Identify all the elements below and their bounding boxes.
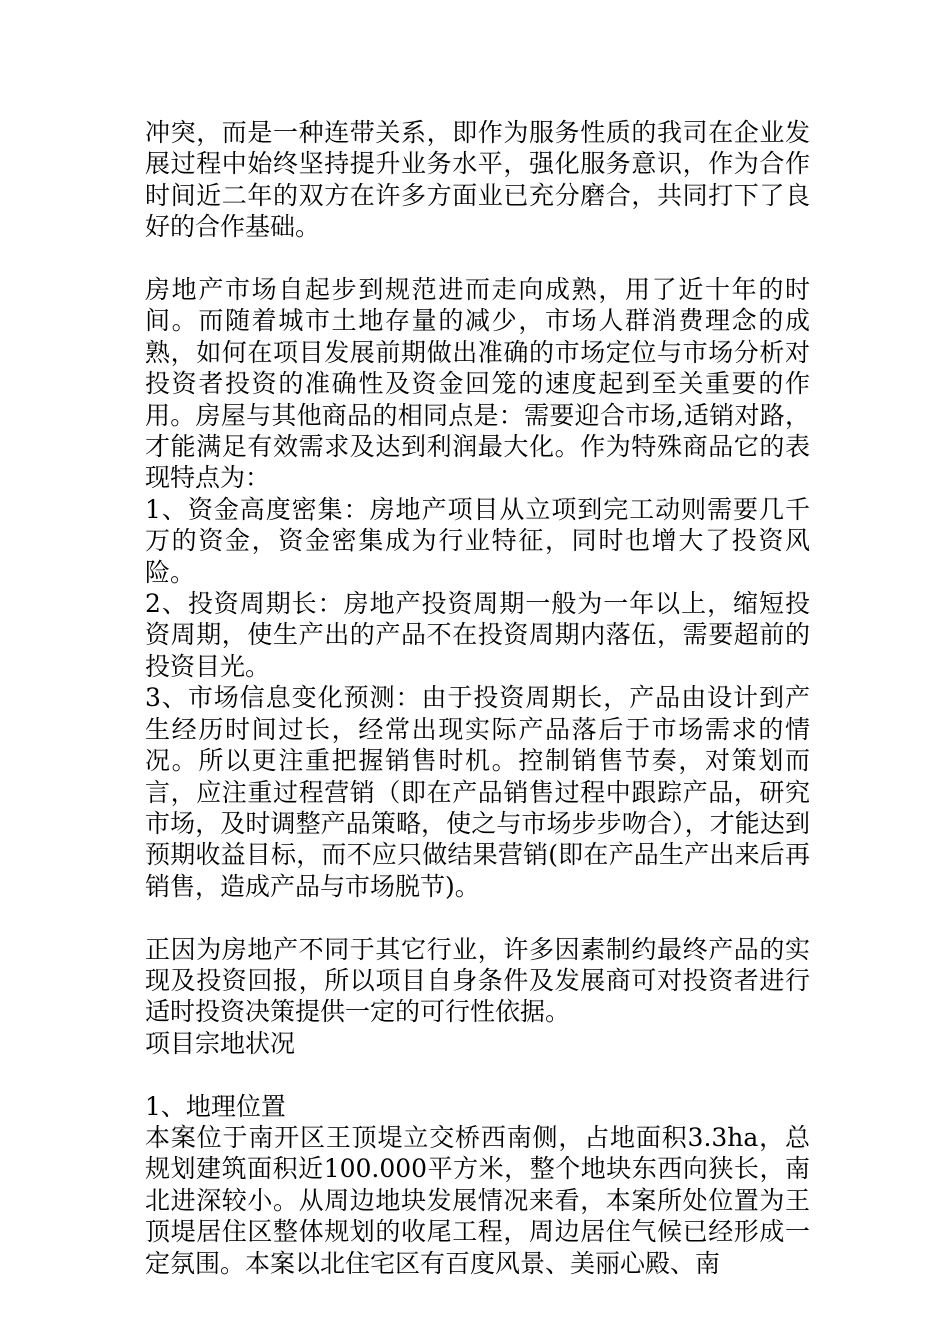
paragraph-feasibility: 正因为房地产不同于其它行业，许多因素制约最终产品的实现及投资回报，所以项目自身条件及发展商可对投资者进行适时投资决策提供一定的可行性依据。 [145, 934, 810, 1027]
paragraph-market-overview: 房地产市场自起步到规范进而走向成熟，用了近十年的时间。而随着城市土地存量的减少，市场人群消费理念的成熟，如何在项目发展前期做出准确的市场定位与市场分析对投资者投资的准确性及资金回笼的速度起到至关重要的作用。房屋与其他商品的相同点是：需要迎合市场,适销对路，才能满足有效需求及达到利润最大化。作为特殊商品它的表现特点为： [145, 275, 810, 493]
paragraph-location-detail: 本案位于南开区王顶堤立交桥西南侧，占地面积3.3ha，总规划建筑面积近100.000平方米，整个地块东西向狭长，南北进深较小。从周边地块发展情况来看，本案所处位置为王顶堤居住区整体规划的收尾工程，周边居住气候已经形成一定氛围。本案以北住宅区有百度风景、美丽心殿、南 [145, 1122, 810, 1278]
section-heading-site-status: 项目宗地状况 [145, 1028, 296, 1058]
document-page [145, 117, 810, 1279]
list-item-capital-intensive: 1、资金高度密集：房地产项目从立项到完工动则需要几千万的资金，资金密集成为行业特征，同时也增大了投资风险。 [145, 494, 810, 587]
list-item-long-investment-cycle: 2、投资周期长：房地产投资周期一般为一年以上，缩短投资周期，使生产出的产品不在投资周期内落伍，需要超前的投资目光。 [145, 589, 810, 681]
paragraph-gap [145, 1059, 810, 1090]
subheading-location: 1、地理位置 [145, 1091, 286, 1121]
paragraph-gap [145, 243, 810, 274]
paragraph-gap [145, 902, 810, 933]
paragraph-partnership: 冲突，而是一种连带关系，即作为服务性质的我司在企业发展过程中始终坚持提升业务水平，强化服务意识，作为合作时间近二年的双方在许多方面业已充分磨合，共同打下了良好的合作基础。 [145, 118, 810, 242]
list-item-market-forecast: 3、市场信息变化预测：由于投资周期长，产品由设计到产生经历时间过长，经常出现实际产品落后于市场需求的情况。所以更注重把握销售时机。控制销售节奏，对策划而言，应注重过程营销（即在产品销售过程中跟踪产品，研究市场，及时调整产品策略，使之与市场步步吻合），才能达到预期收益目标，而不应只做结果营销(即在产品生产出来后再销售，造成产品与市场脱节)。 [145, 683, 810, 901]
